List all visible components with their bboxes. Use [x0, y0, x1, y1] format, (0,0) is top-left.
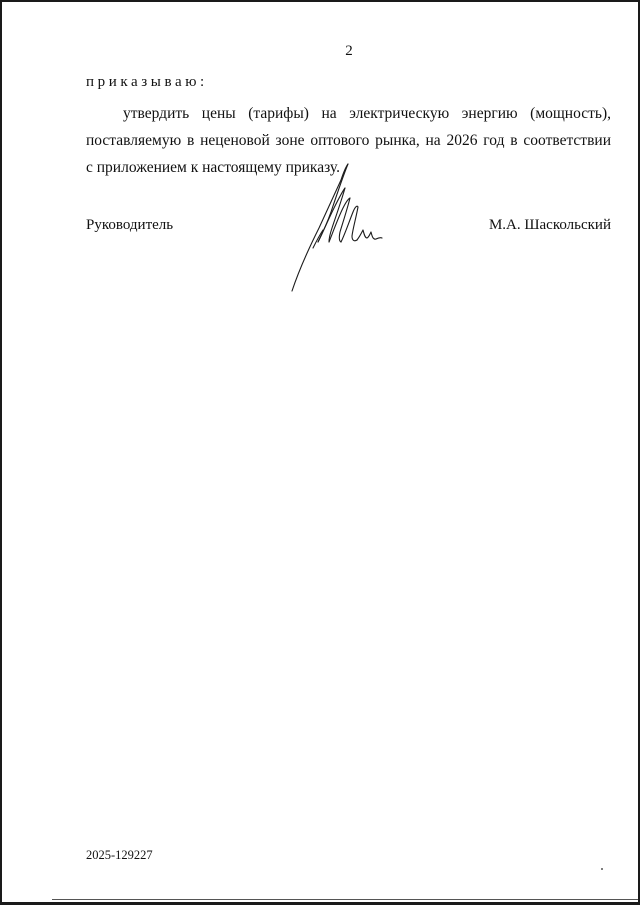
scan-border-top [0, 0, 640, 2]
body-line-3: с приложением к настоящему приказу. [86, 159, 340, 176]
decree-word: приказываю: [86, 74, 208, 90]
scan-speck [601, 868, 603, 870]
body-line-1: утвердить цены (тарифы) на электрическую энергию (мощность), [123, 105, 611, 122]
scan-border-left [0, 0, 2, 905]
page-number: 2 [345, 43, 353, 59]
body-line-2: поставляемую в неценовой зоне оптового рынка, на 2026 год в соответствии [86, 132, 611, 149]
signer-name: М.А. Шаскольский [488, 217, 611, 233]
document-number: 2025-129227 [86, 848, 153, 862]
scan-line [52, 899, 638, 900]
signer-title: Руководитель [86, 217, 174, 233]
signature-icon [285, 162, 385, 297]
